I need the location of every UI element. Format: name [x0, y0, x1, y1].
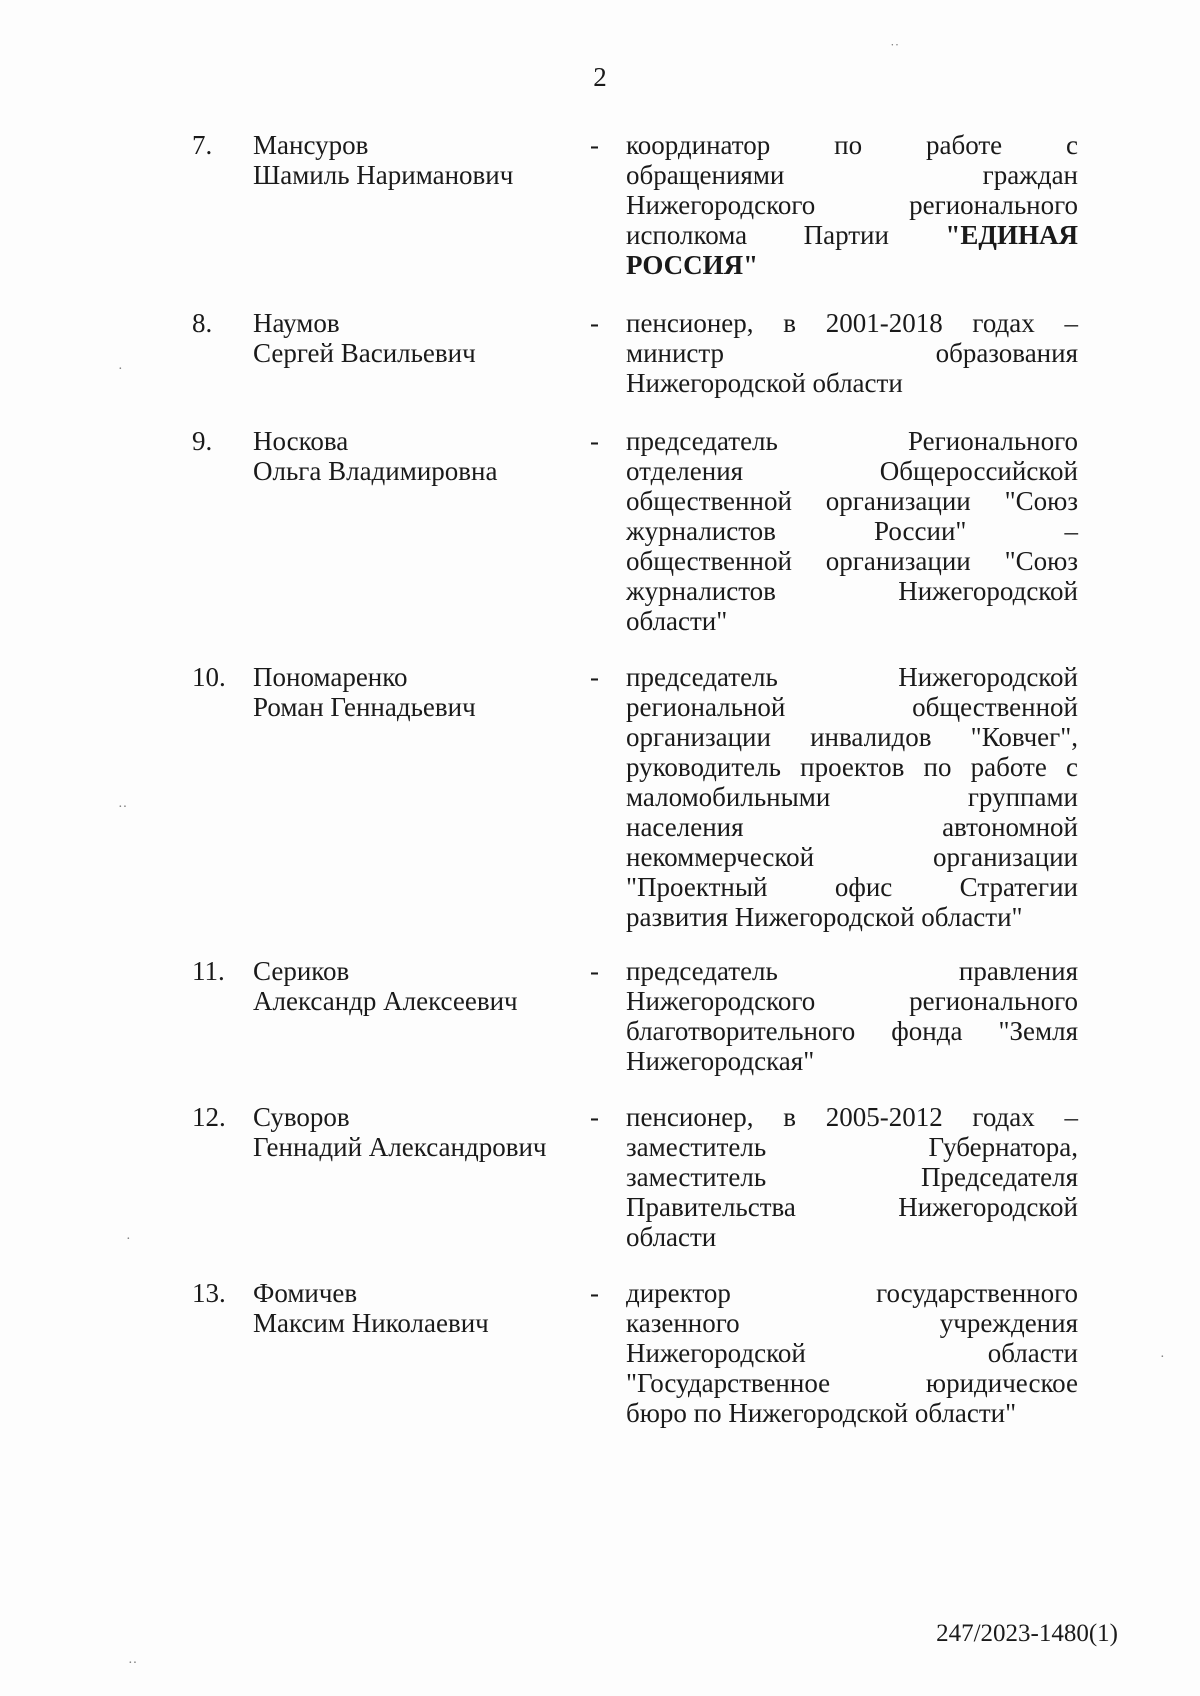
- scan-speck: ··: [118, 800, 128, 815]
- scan-speck: ·: [1160, 1350, 1165, 1365]
- separator-dash: -: [590, 662, 599, 692]
- person-description: [626, 426, 1078, 636]
- person-surname: Суворов: [253, 1102, 350, 1132]
- scan-speck: ·: [126, 1232, 131, 1247]
- description-line: области: [626, 1222, 717, 1252]
- person-surname: Фомичев: [253, 1278, 358, 1308]
- document-code: 247/2023-1480(1): [936, 1620, 1118, 1647]
- description-line: общественной организации "Союз: [626, 546, 1078, 576]
- description-line: руководитель проектов по работе с: [626, 752, 1078, 782]
- description-line: координатор по работе с: [626, 130, 1078, 160]
- person-surname: Сериков: [253, 956, 350, 986]
- description-line: заместитель Губернатора,: [626, 1132, 1078, 1162]
- item-number: 11.: [192, 956, 225, 986]
- person-given-names: Шамиль Нариманович: [253, 160, 514, 190]
- person-description: [626, 130, 1078, 280]
- item-number: 10.: [192, 662, 226, 692]
- item-number: 8.: [192, 308, 213, 338]
- description-line: общественной организации "Союз: [626, 486, 1078, 516]
- separator-dash: -: [590, 1278, 599, 1308]
- person-description: [626, 1278, 1078, 1428]
- page-number: 2: [593, 62, 607, 92]
- description-line: Нижегородской области: [626, 1338, 1078, 1368]
- description-line: председатель Нижегородской: [626, 662, 1078, 692]
- scan-speck: ˙˙: [890, 42, 900, 57]
- item-number: 12.: [192, 1102, 226, 1132]
- separator-dash: -: [590, 308, 599, 338]
- person-description: [626, 1102, 1078, 1252]
- description-line: председатель правления: [626, 956, 1078, 986]
- description-line: директор государственного: [626, 1278, 1078, 1308]
- description-line: пенсионер, в 2001-2018 годах –: [626, 308, 1078, 338]
- description-line-start: исполкома Партии: [626, 220, 889, 250]
- description-line: благотворительного фонда "Земля: [626, 1016, 1078, 1046]
- person-given-names: Геннадий Александрович: [253, 1132, 547, 1162]
- description-line: некоммерческой организации: [626, 842, 1078, 872]
- person-given-names: Ольга Владимировна: [253, 456, 498, 486]
- description-line: маломобильными группами: [626, 782, 1078, 812]
- description-line: казенного учреждения: [626, 1308, 1078, 1338]
- description-line: Нижегородская": [626, 1046, 815, 1076]
- person-surname: Носкова: [253, 426, 349, 456]
- description-line: Нижегородского регионального: [626, 986, 1078, 1016]
- party-name-bold: "ЕДИНАЯ: [945, 220, 1078, 250]
- scan-speck: ··: [128, 1656, 138, 1671]
- description-line: Правительства Нижегородской: [626, 1192, 1078, 1222]
- description-line: обращениями граждан: [626, 160, 1078, 190]
- person-given-names: Сергей Васильевич: [253, 338, 476, 368]
- description-line: организации инвалидов "Ковчег",: [626, 722, 1078, 752]
- item-number: 7.: [192, 130, 213, 160]
- description-line: РОССИЯ": [626, 250, 759, 280]
- person-given-names: Александр Алексеевич: [253, 986, 518, 1016]
- description-line: журналистов Нижегородской: [626, 576, 1078, 606]
- item-number: 13.: [192, 1278, 226, 1308]
- separator-dash: -: [590, 130, 599, 160]
- description-line: Нижегородского регионального: [626, 190, 1078, 220]
- description-line: [626, 220, 1078, 250]
- person-description: [626, 662, 1078, 932]
- description-line: бюро по Нижегородской области": [626, 1398, 1017, 1428]
- person-given-names: Максим Николаевич: [253, 1308, 489, 1338]
- description-line: области": [626, 606, 728, 636]
- description-line: "Государственное юридическое: [626, 1368, 1078, 1398]
- person-surname: Наумов: [253, 308, 340, 338]
- scan-speck: ·: [118, 362, 123, 377]
- description-line: заместитель Председателя: [626, 1162, 1078, 1192]
- description-line: отделения Общероссийской: [626, 456, 1078, 486]
- item-number: 9.: [192, 426, 213, 456]
- description-line: министр образования: [626, 338, 1078, 368]
- person-description: [626, 308, 1078, 398]
- separator-dash: -: [590, 1102, 599, 1132]
- description-line: пенсионер, в 2005-2012 годах –: [626, 1102, 1078, 1132]
- person-description: [626, 956, 1078, 1076]
- description-line: развития Нижегородской области": [626, 902, 1023, 932]
- description-line: Нижегородской области: [626, 368, 903, 398]
- description-line: населения автономной: [626, 812, 1078, 842]
- description-line: журналистов России" –: [626, 516, 1078, 546]
- description-line: региональной общественной: [626, 692, 1078, 722]
- separator-dash: -: [590, 426, 599, 456]
- person-surname: Мансуров: [253, 130, 369, 160]
- description-line: "Проектный офис Стратегии: [626, 872, 1078, 902]
- description-line: председатель Регионального: [626, 426, 1078, 456]
- person-surname: Пономаренко: [253, 662, 408, 692]
- person-given-names: Роман Геннадьевич: [253, 692, 476, 722]
- separator-dash: -: [590, 956, 599, 986]
